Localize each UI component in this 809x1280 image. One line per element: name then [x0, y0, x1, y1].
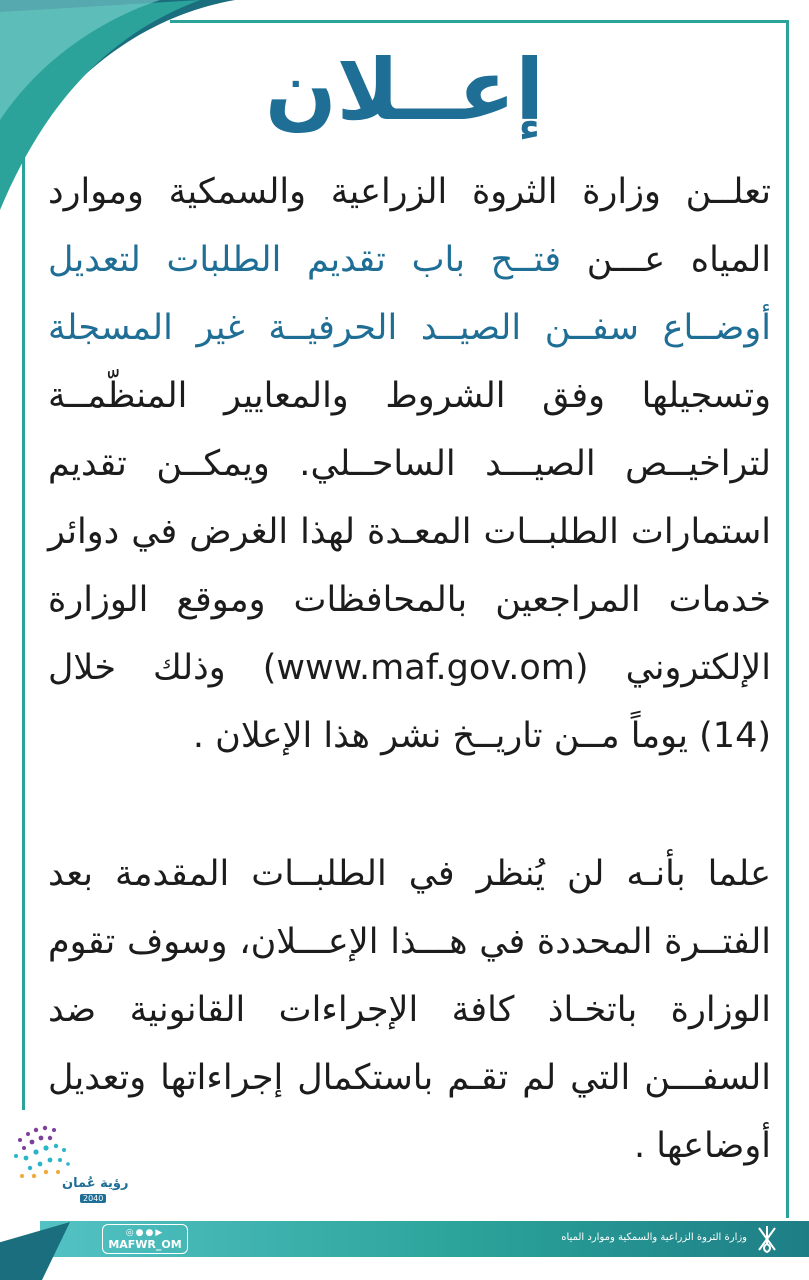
- oman-emblem-icon: [753, 1224, 781, 1254]
- announcement-paragraph-2: علما بأنـه لن يُنظر في الطلبــات المقدمة بعد الفتــرة المحددة في هـــذا الإعـــلان، وسوف تقوم الوزارة باتخـاذ كافة الإجراءات القانونية ضد السفـــن التي لم تقـم باستكمال إجراءاتها وتعديل أوضاعها .: [48, 854, 771, 1166]
- instagram-icon: ◎: [125, 1228, 136, 1238]
- twitter-icon: ●: [135, 1228, 146, 1238]
- facebook-icon: ●: [145, 1228, 156, 1238]
- social-icons-row: [103, 1225, 187, 1239]
- announcement-paragraph-1: [48, 158, 771, 770]
- youtube-icon: ▶: [155, 1228, 165, 1238]
- ministry-name: وزارة الثروة الزراعية والسمكية وموارد المياه: [561, 1232, 747, 1243]
- paragraph-1-intro: تعلــن وزارة الثروة الزراعية والسمكية وموارد المياه عـــن: [48, 172, 771, 280]
- social-handle: MAFWR_OM: [108, 1238, 182, 1251]
- announcement-title: إعــلان: [264, 41, 545, 139]
- frame-left-border: [22, 148, 25, 1110]
- paragraph-1-details: وتسجيلها وفق الشروط والمعايير المنظّمــة لتراخيــص الصيـــد الساحــلي. ويمكــن تقديم استمارات الطلبــات المعـدة لهذا الغرض في دوائر خدمات المراجعين بالمحافظات وموقع الوزارة الإلكتروني (www.maf.gov.om) وذلك خلال (14) يوماً مــن تاريــخ نشر هذا الإعلان .: [48, 376, 771, 756]
- paragraph-1-highlight: فتــح باب تقديم الطلبات لتعديل أوضــاع سفــن الصيــد الحرفيــة غير المسجلة: [48, 240, 771, 348]
- oman-vision-logo: [0, 1110, 135, 1210]
- social-media-badge[interactable]: [102, 1224, 188, 1254]
- announcement-body: [48, 158, 771, 1180]
- vision-label: رؤية عُمان: [62, 1176, 129, 1191]
- frame-top-border: [170, 20, 789, 23]
- frame-right-border: [786, 20, 789, 1218]
- vision-year: 2040: [80, 1194, 106, 1203]
